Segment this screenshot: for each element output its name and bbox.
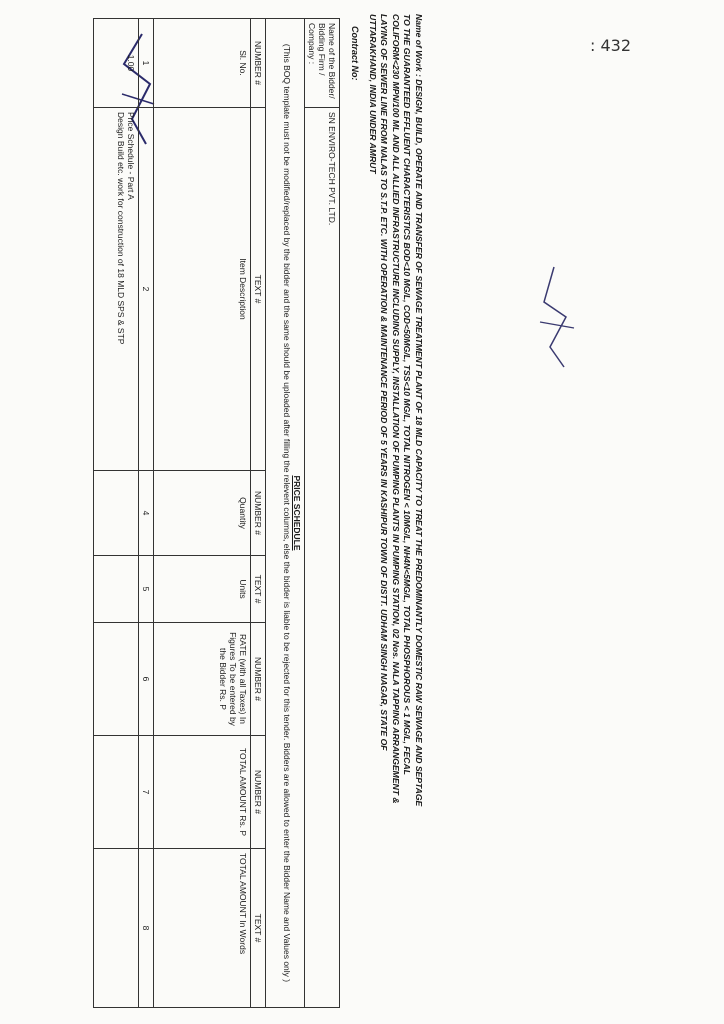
col-type-2: TEXT # bbox=[251, 108, 266, 471]
rotated-content bbox=[62, 0, 432, 1024]
row-sl: 1.00 bbox=[94, 19, 139, 108]
col-label-8: TOTAL AMOUNT In Words bbox=[154, 849, 251, 1008]
column-label-row bbox=[154, 19, 251, 1008]
table-row bbox=[94, 19, 139, 1008]
col-type-1: NUMBER # bbox=[251, 19, 266, 108]
contract-no-label: Contract No: bbox=[350, 26, 360, 81]
col-type-5: TEXT # bbox=[251, 556, 266, 623]
col-type-6: NUMBER # bbox=[251, 623, 266, 736]
col-num-4: 4 bbox=[139, 471, 154, 556]
column-number-row bbox=[139, 19, 154, 1008]
row-total[interactable] bbox=[94, 736, 139, 849]
col-num-2: 2 bbox=[139, 108, 154, 471]
bidder-row bbox=[305, 19, 340, 1008]
row-rate[interactable] bbox=[94, 623, 139, 736]
col-num-5: 5 bbox=[139, 556, 154, 623]
row-quantity[interactable] bbox=[94, 471, 139, 556]
column-type-row bbox=[251, 19, 266, 1008]
row-total-words[interactable] bbox=[94, 849, 139, 1008]
row-description: Price Schedule - Part A Design Build etc. work for construction of 18 MLD SPS & STP bbox=[94, 108, 139, 471]
schedule-note: (This BOQ template must not be modified/replaced by the bidder and the same should be uploaded after filling the relevent columns, else the bidder is liable to be rejected for this tender. Bidders are allowed to enter the Bidder Name and Values only ) bbox=[282, 43, 292, 983]
signature-middle bbox=[534, 262, 584, 372]
bidder-label: Name of the Bidder/ Bidding Firm / Company : bbox=[305, 19, 340, 108]
schedule-title: PRICE SCHEDULE bbox=[292, 475, 302, 551]
col-num-8: 8 bbox=[139, 849, 154, 1008]
col-label-5: Units bbox=[154, 556, 251, 623]
col-label-4: Quantity bbox=[154, 471, 251, 556]
col-type-4: NUMBER # bbox=[251, 471, 266, 556]
col-label-1: Sl. No. bbox=[154, 19, 251, 108]
boq-table bbox=[93, 18, 340, 1008]
col-num-6: 6 bbox=[139, 623, 154, 736]
page-number: : 432 bbox=[590, 36, 632, 55]
col-num-1: 1 bbox=[139, 19, 154, 108]
col-num-7: 7 bbox=[139, 736, 154, 849]
col-type-7: NUMBER # bbox=[251, 736, 266, 849]
col-label-6: RATE (with all Taxes) In Figures To be entered by the Bidder Rs. P bbox=[154, 623, 251, 736]
col-label-2: Item Description bbox=[154, 108, 251, 471]
col-type-8: TEXT # bbox=[251, 849, 266, 1008]
col-label-7: TOTAL AMOUNT Rs. P bbox=[154, 736, 251, 849]
row-units[interactable] bbox=[94, 556, 139, 623]
work-description: Name of Work : DESIGN, BUILD, OPERATE AND TRANSFER OF SEWAGE TREATMENT PLANT OF 18 MLD CAPACITY TO TREAT THE PREDOMINANTLY DOMESTIC RAW SEWAGE AND SEPTAGE TO THE GUARANTEED EFFLUENT CHARACTERISTICS BOD<10 MG/L, COD<50MG/L, TSS<10 MG/L, TOTAL NITROGEN < 10MG/L, NH4N<5MG/L, TOTAL PHOSPHOROUS < 1 MG/L, FECAL COLIFORM<230 MPN/100 ML AND ALL ALLIED INFRASTRUCTURE INCLUDING SUPPLY, INSTALLATION OF PUMPING PLANTS IN PUMPING STATION, 02 Nos. NALA TAPPING ARRANGEMENT & LAYING OF SEWER LINE FROM NALAS TO S.T.P. ETC. WITH OPERATION & MAINTENANCE PERIOD OF 5 YEARS IN KASHIPUR TOWN OF DISTT. UDHAM SINGH NAGAR, STATE OF UTTARAKHAND, INDIA UNDER AMRUT bbox=[368, 14, 424, 807]
schedule-title-row bbox=[266, 19, 305, 1008]
bidder-name: SN ENVIRO-TECH PVT. LTD. bbox=[305, 108, 340, 1008]
